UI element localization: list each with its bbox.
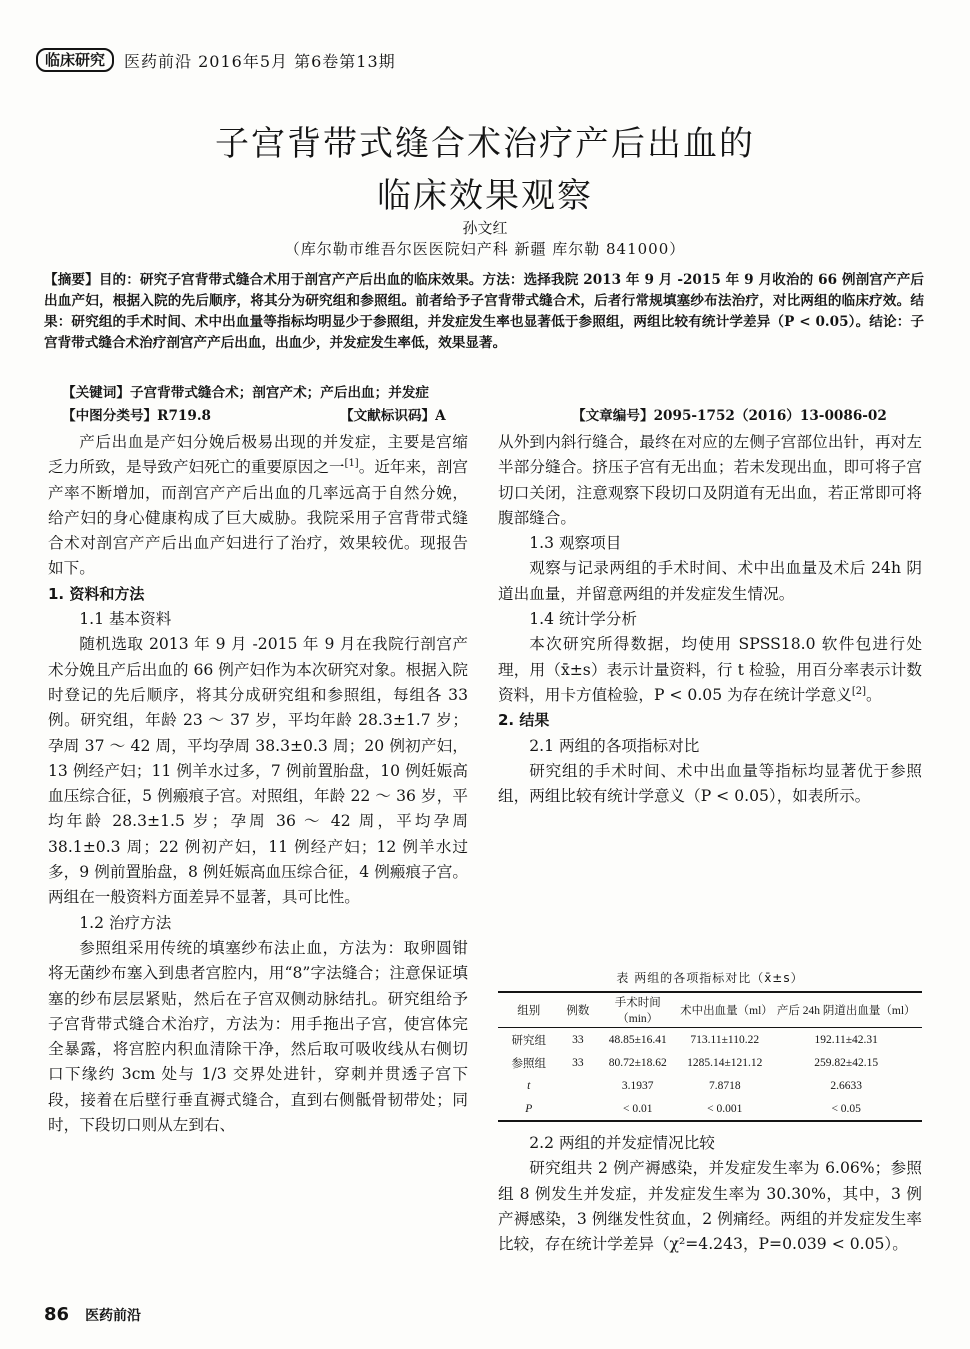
- table-cell: t: [527, 1079, 531, 1092]
- table-cell: [560, 1097, 597, 1121]
- paragraph-2-1: 研究组的手术时间、术中出血量等指标均显著优于参照组，两组比较有统计学意义（P < 0.05），如表所示。: [498, 761, 922, 806]
- intro-paragraph: [48, 430, 468, 582]
- article-number-value: 2095-1752（2016）13-0086-02: [653, 408, 887, 424]
- table-row: [498, 1074, 922, 1097]
- keywords: [62, 381, 429, 401]
- paragraph-2-2: 研究组共 2 例产褥感染，并发症发生率为 6.06%；参照组 8 例发生并发症，并发症发生率为 30.30%，其中，3 例产褥感染，3 例继发性贫血，2 例痛经。两组的并发症发生率比较，存在统计学差异（χ²=4.243，P=0.039 < 0.05）。: [498, 1159, 922, 1254]
- table-header-cell: 术中出血量（ml）: [679, 992, 770, 1028]
- page-number: 86: [44, 1304, 70, 1325]
- title-line-2: 临床效果观察: [377, 176, 593, 216]
- abstract: [44, 270, 924, 354]
- table-header-cell: 产后 24h 阴道出血量（ml）: [770, 992, 922, 1028]
- table-cell: 192.11±42.31: [814, 1033, 878, 1046]
- subsection-heading-1-1: 1.1 基本资料: [79, 610, 172, 629]
- subsection-heading-1-2: 1.2 治疗方法: [79, 913, 172, 932]
- abstract-text: 目的：研究子宫背带式缝合术用于剖宫产产后出血的临床效果。方法：选择我院 2013 年 9 月 -2015 年 9 月收治的 66 例剖宫产产后出血产妇，根据入院的先后顺序，将其分为研究组和参照组。前者给予子宫背带式缝合术，后者行常规填塞纱布法治疗，对比两组的临床疗效。结果：研究组的手术时间、术中出血量等指标均明显少于参照组，并发症发生率也显著低于参照组，两组比较有统计学差异（P < 0.05）。结论：子宫背带式缝合术治疗剖宫产产后出血，出血少，并发症发生率低，效果显著。: [44, 272, 924, 351]
- comparison-table: [498, 991, 922, 1122]
- table-cell: [560, 1074, 597, 1097]
- paragraph-1-2-continued: 从外到内斜行缝合，最终在对应的左侧子宫部位出针，再对左半部分缝合。挤压子宫有无出血；若未发现出血，即可将子宫切口关闭，注意观察下段切口及阴道有无出血，若正常即可将腹部缝合。: [498, 433, 922, 527]
- document-code: [340, 404, 446, 424]
- subsection-heading-1-4: 1.4 统计学分析: [529, 610, 637, 629]
- table-cell: 2.6633: [830, 1079, 862, 1092]
- table-header-row: [498, 992, 922, 1028]
- paragraph-1-4-text-b: 。: [866, 685, 882, 704]
- subsection-heading-2-1: 2.1 两组的各项指标对比: [529, 736, 700, 755]
- right-column-lower: [498, 1131, 922, 1257]
- left-column: [48, 430, 468, 1138]
- intro-text-b: 。近年来，剖宫产率不断增加，而剖宫产产后出血的几率远高于自然分娩，给产妇的身心健康构成了巨大威胁。我院采用子宫背带式缝合术对剖宫产产后出血产妇进行了治疗，效果较优。现报告如下。: [48, 458, 468, 578]
- table-header-cell: 组别: [498, 992, 560, 1028]
- paragraph-1-4: [498, 632, 922, 708]
- title-line-1: 子宫背带式缝合术治疗产后出血的: [215, 124, 755, 164]
- table-cell: 7.8718: [708, 1079, 741, 1092]
- table-cell: < 0.05: [770, 1097, 922, 1121]
- table-cell: < 0.01: [596, 1097, 679, 1121]
- section-heading-1: 1. 资料和方法: [48, 584, 145, 603]
- right-column: [498, 430, 922, 809]
- table-row: [498, 1097, 922, 1121]
- document-code-label: 【文献标识码】: [340, 408, 436, 424]
- footer-journal-name: 医药前沿: [85, 1308, 142, 1324]
- table-cell: P: [498, 1097, 560, 1121]
- citation-1: [1]: [344, 458, 359, 470]
- subsection-heading-2-2: 2.2 两组的并发症情况比较: [529, 1134, 715, 1152]
- running-header: [36, 46, 396, 74]
- table-caption: 表 两组的各项指标对比（x̄±s）: [616, 971, 804, 985]
- subsection-heading-1-3: 1.3 观察项目: [529, 534, 622, 553]
- classification-number: [62, 404, 211, 424]
- table-cell: 3.1937: [621, 1079, 654, 1092]
- table-cell: 713.11±110.22: [690, 1033, 760, 1046]
- table-cell: 33: [572, 1056, 584, 1069]
- journal-issue: 医药前沿 2016年5月 第6卷第13期: [124, 51, 396, 71]
- paragraph-1-1: 随机选取 2013 年 9 月 -2015 年 9 月在我院行剖宫产术分娩且产后出血的 66 例产妇作为本次研究对象。根据入院时登记的先后顺序，将其分成研究组和参照组，每组各 33 例。研究组，年龄 23 ～ 37 岁，平均年龄 28.3±1.7 岁；孕周 37 ～ 42 周，平均孕周 38.3±0.3 周；20 例初产妇，13 例经产妇；11 例羊水过多，7 例前置胎盘，10 例妊娠高血压综合征，5 例瘢痕子宫。对照组，年龄 22 ～ 36 岁，平均年龄 28.3±1.5 岁；孕周 36 ～ 42 周，平均孕周 38.1±0.3 周；22 例初产妇，11 例经产妇；12 例羊水过多，9 例前置胎盘，8 例妊娠高血压综合征，4 例瘢痕子宫。两组在一般资料方面差异不显著，具可比性。: [48, 635, 468, 907]
- document-code-value: A: [435, 408, 446, 424]
- article-number-label: 【文章编号】: [572, 408, 654, 424]
- paragraph-1-3: 观察与记录两组的手术时间、术中出血量及术后 24h 阴道出血量，并留意两组的并发症发生情况。: [498, 559, 922, 603]
- table-row: [498, 1051, 922, 1074]
- table-cell: 参照组: [511, 1057, 546, 1070]
- table-cell: 33: [572, 1033, 584, 1046]
- intro-text-a: 产后出血是产妇分娩后极易出现的并发症，主要是宫缩乏力所致，是导致产妇死亡的重要原因之一: [48, 433, 468, 477]
- section-heading-2: 2. 结果: [498, 711, 550, 730]
- table-cell: 80.72±18.62: [608, 1056, 667, 1069]
- affiliation: （库尔勒市维吾尔医医院妇产科 新疆 库尔勒 841000）: [284, 240, 686, 258]
- keywords-text: 子宫背带式缝合术；剖宫产术；产后出血；并发症: [129, 385, 430, 401]
- table-header-cell: 例数: [560, 992, 597, 1028]
- keywords-label: 【关键词】: [62, 385, 130, 401]
- table-cell: 259.82±42.15: [814, 1056, 879, 1069]
- table-cell: 研究组: [511, 1034, 546, 1047]
- author: 孙文红: [462, 219, 508, 237]
- section-badge: 临床研究: [36, 48, 114, 72]
- paragraph-1-4-text-a: 本次研究所得数据，均使用 SPSS18.0 软件包进行处理，用（x̄±s）表示计量资料，行 t 检验，用百分率表示计数资料，用卡方值检验，P < 0.05 为存在统计学意义: [498, 635, 922, 704]
- table-cell: < 0.001: [679, 1097, 770, 1121]
- table-cell: 48.85±16.41: [608, 1033, 667, 1046]
- abstract-label: 【摘要】: [44, 272, 99, 288]
- classification-value: R719.8: [157, 408, 212, 424]
- citation-2: [2]: [851, 685, 867, 697]
- table-cell: 1285.14±121.12: [687, 1056, 763, 1069]
- table-header-cell: 手术时间（min）: [596, 992, 679, 1028]
- article-number: [572, 404, 887, 424]
- page-footer: [44, 1304, 141, 1325]
- paragraph-1-2: 参照组采用传统的填塞纱布法止血，方法为：取卵圆钳将无菌纱布塞入到患者宫腔内，用“8”字法缝合；注意保证填塞的纱布层层紧贴，然后在子宫双侧动脉结扎。研究组给予子宫背带式缝合术治疗，方法为：用手拖出子宫，使宫体完全暴露，将宫腔内积血清除干净，然后取可吸收线从右侧切口下缘约 3cm 处与 1/3 交界处进针，穿刺并贯透子宫下段，接着在后壁行垂直褥式缝合，直到右侧骶骨韧带处；同时，下段切口则从左到右、: [48, 938, 468, 1135]
- table-row: [498, 1028, 922, 1052]
- classification-label: 【中图分类号】: [62, 408, 158, 424]
